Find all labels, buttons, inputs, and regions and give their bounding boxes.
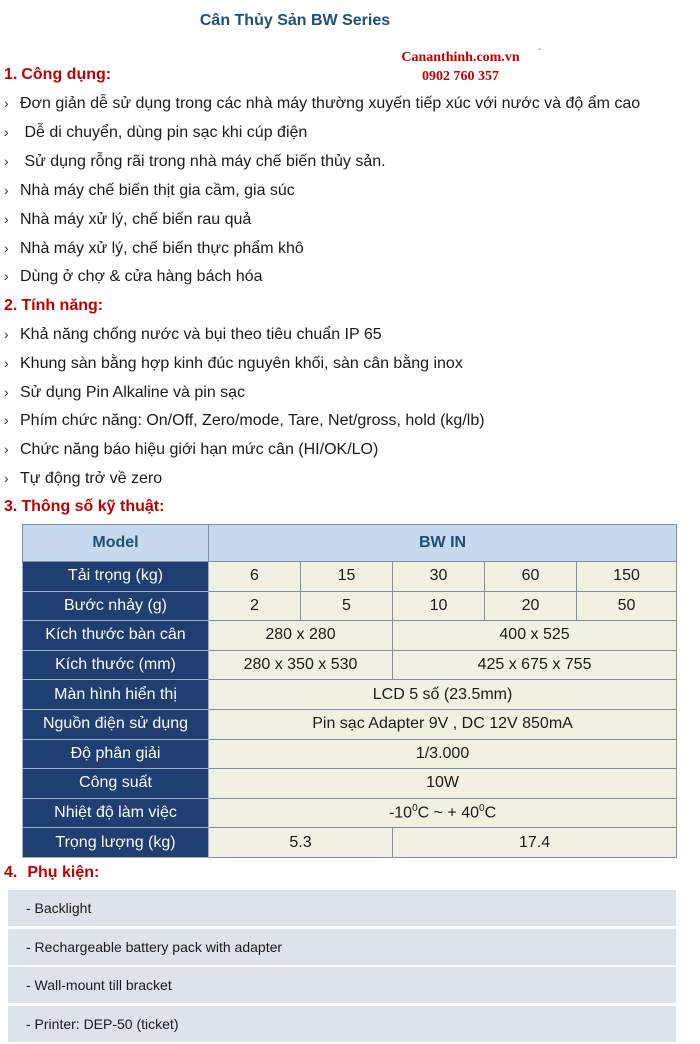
spec-table xyxy=(22,524,677,858)
list-item: › Nhà máy xử lý, chế biến thực phẩm khô xyxy=(4,240,304,257)
table-row xyxy=(23,798,677,828)
table-cell: Pin sạc Adapter 9V , DC 12V 850mA xyxy=(209,709,677,739)
section-uses-heading: 1. Công dụng: xyxy=(4,66,112,83)
row-label: Màn hình hiển thị xyxy=(23,680,209,710)
arrow-right-icon: › xyxy=(4,470,9,486)
row-label: Bước nhảy (g) xyxy=(23,591,209,621)
table-cell: $-10^0C$ ~ + $40^0C$ xyxy=(209,798,677,828)
table-row xyxy=(23,828,677,858)
table-cell: 150 xyxy=(577,562,677,592)
table-header-row xyxy=(23,525,677,562)
list-item: › Chức năng báo hiệu giới hạn mức cân (HI/OK/LO) xyxy=(4,441,379,458)
table-cell: 5.3 xyxy=(209,828,393,858)
row-label: Độ phân giải xyxy=(23,739,209,769)
list-item: › Phím chức năng: On/Off, Zero/mode, Tare, Net/gross, hold (kg/lb) xyxy=(4,412,485,429)
section-accessories-heading: 4. Phụ kiện: xyxy=(4,864,100,881)
table-row xyxy=(23,591,677,621)
list-item: › Tự động trở về zero xyxy=(4,470,163,487)
list-item: › Khung sàn bằng hợp kinh đúc nguyên khối, sàn cân bằng inox xyxy=(4,355,463,372)
arrow-right-icon: › xyxy=(4,240,9,256)
row-label: Nhiệt độ làm việc xyxy=(23,798,209,828)
list-item: › Khả năng chống nước và bụi theo tiêu chuẩn IP 65 xyxy=(4,326,382,343)
arrow-right-icon: › xyxy=(4,95,9,111)
table-cell: 60 xyxy=(485,562,577,592)
row-label: Nguồn điện sử dụng xyxy=(23,709,209,739)
phone-number: 0902 760 357 xyxy=(422,69,499,84)
arrow-right-icon: › xyxy=(4,412,9,428)
table-cell: 5 xyxy=(301,591,393,621)
arrow-right-icon: › xyxy=(4,268,9,284)
list-item: › Dễ di chuyển, dùng pin sạc khi cúp điện xyxy=(4,124,308,141)
list-item: › Nhà máy xử lý, chế biến rau quả xyxy=(4,211,252,228)
page-title: Cân Thủy Sản BW Series xyxy=(199,12,391,29)
table-row xyxy=(23,739,677,769)
table-cell: 280 x 350 x 530 xyxy=(209,650,393,680)
table-cell: 1/3.000 xyxy=(209,739,677,769)
table-row xyxy=(23,562,677,592)
table-cell: 30 xyxy=(393,562,485,592)
list-item: › Dùng ở chợ & cửa hàng bách hóa xyxy=(4,268,263,285)
section-features-heading: 2. Tính năng: xyxy=(4,297,104,314)
arrow-right-icon: › xyxy=(4,182,9,198)
table-cell: 50 xyxy=(577,591,677,621)
row-label: Tải trọng (kg) xyxy=(23,562,209,592)
list-item: › Sử dụng rỗng rãi trong nhà máy chế biến thủy sản. xyxy=(4,153,386,170)
accessory-item: - Rechargeable battery pack with adapter xyxy=(8,929,676,965)
arrow-right-icon: › xyxy=(4,153,9,169)
list-item: › Sử dụng Pin Alkaline và pin sạc xyxy=(4,384,246,401)
row-label: Kích thước (mm) xyxy=(23,650,209,680)
table-cell: 6 xyxy=(209,562,301,592)
arrow-right-icon: › xyxy=(4,211,9,227)
table-cell: 10 xyxy=(393,591,485,621)
section-specs-heading: 3. Thông số kỹ thuật: xyxy=(4,498,165,515)
header-model-value: BW IN xyxy=(209,525,677,562)
table-cell: 2 xyxy=(209,591,301,621)
row-label: Trọng lượng (kg) xyxy=(23,828,209,858)
table-cell: 17.4 xyxy=(393,828,677,858)
table-cell: LCD 5 số (23.5mm) xyxy=(209,680,677,710)
accessory-item: - Printer: DEP-50 (ticket) xyxy=(8,1006,676,1042)
list-item: › Nhà máy chế biến thịt gia cầm, gia súc xyxy=(4,182,295,199)
table-row xyxy=(23,769,677,799)
table-cell: 400 x 525 xyxy=(393,621,677,651)
arrow-right-icon: › xyxy=(4,441,9,457)
table-row xyxy=(23,650,677,680)
list-item: › Đơn giản dễ sử dụng trong các nhà máy thường xuyến tiếp xúc với nước và độ ẩm cao xyxy=(4,95,641,112)
arrow-right-icon: › xyxy=(4,384,9,400)
accessory-item: - Wall-mount till bracket xyxy=(8,967,676,1003)
website-contact xyxy=(398,48,523,86)
table-cell: 20 xyxy=(485,591,577,621)
stray-dot: - xyxy=(538,44,542,55)
arrow-right-icon: › xyxy=(4,124,9,140)
arrow-right-icon: › xyxy=(4,355,9,371)
arrow-right-icon: › xyxy=(4,326,9,342)
table-row xyxy=(23,709,677,739)
row-label: Công suất xyxy=(23,769,209,799)
table-cell: 15 xyxy=(301,562,393,592)
row-label: Kích thước bàn cân xyxy=(23,621,209,651)
website-link[interactable]: Cananthinh.com.vn xyxy=(401,50,520,65)
table-row xyxy=(23,680,677,710)
accessory-item: - Backlight xyxy=(8,890,676,926)
table-cell: 10W xyxy=(209,769,677,799)
table-cell: 425 x 675 x 755 xyxy=(393,650,677,680)
header-model-label: Model xyxy=(23,525,209,562)
table-row xyxy=(23,621,677,651)
table-cell: 280 x 280 xyxy=(209,621,393,651)
